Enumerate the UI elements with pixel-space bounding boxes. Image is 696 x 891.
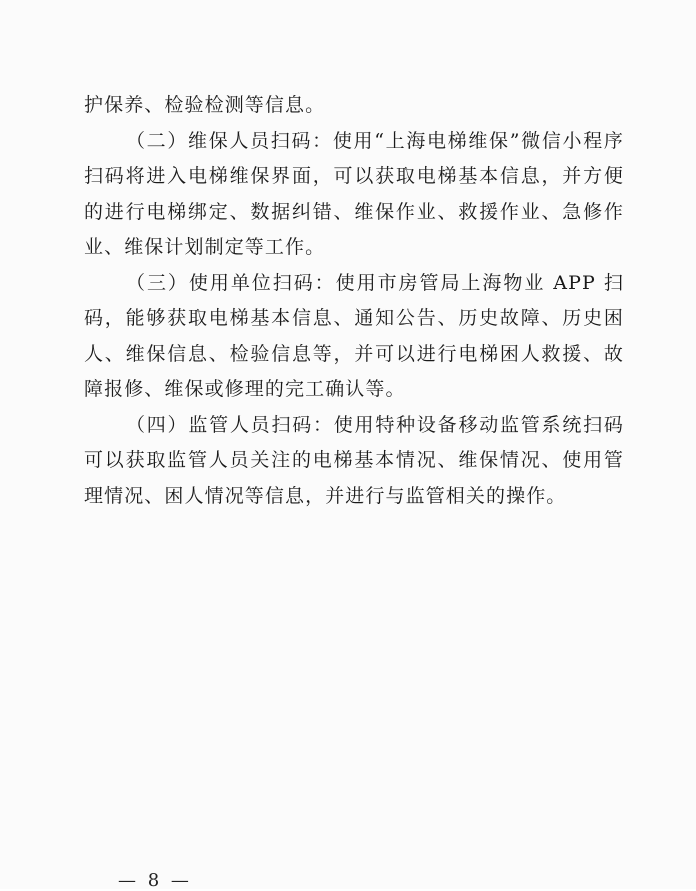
paragraph-continuation [84,88,624,124]
paragraph-text: 护保养、检验检测等信息。 [84,94,326,116]
page-number: — 8 — [118,870,192,891]
paragraph-label: （三）使用单位扫码： [126,271,336,294]
paragraph-user-unit-scan [84,266,624,408]
paragraph-supervisor-scan [84,408,624,515]
paragraph-label: （二）维保人员扫码： [126,129,333,152]
paragraph-text: 使用市房管局上海物业 APP 扫码，能够获取电梯基本信息、通知公告、历史故障、历史困人、维保信息、检验信息等，并可以进行电梯困人救援、故障报修、维保或修理的完工确认等。 [84,271,624,400]
paragraph-text: 使用“上海电梯维保”微信小程序扫码将进入电梯维保界面，可以获取电梯基本信息，并方便的进行电梯绑定、数据纠错、维保作业、救援作业、急修作业、维保计划制定等工作。 [84,129,624,258]
paragraph-label: （四）监管人员扫码： [126,413,334,436]
document-body [84,88,624,514]
paragraph-maintenance-staff-scan [84,124,624,266]
paragraph-text: 使用特种设备移动监管系统扫码可以获取监管人员关注的电梯基本情况、维保情况、使用管理情况、困人情况等信息，并进行与监管相关的操作。 [84,413,624,507]
